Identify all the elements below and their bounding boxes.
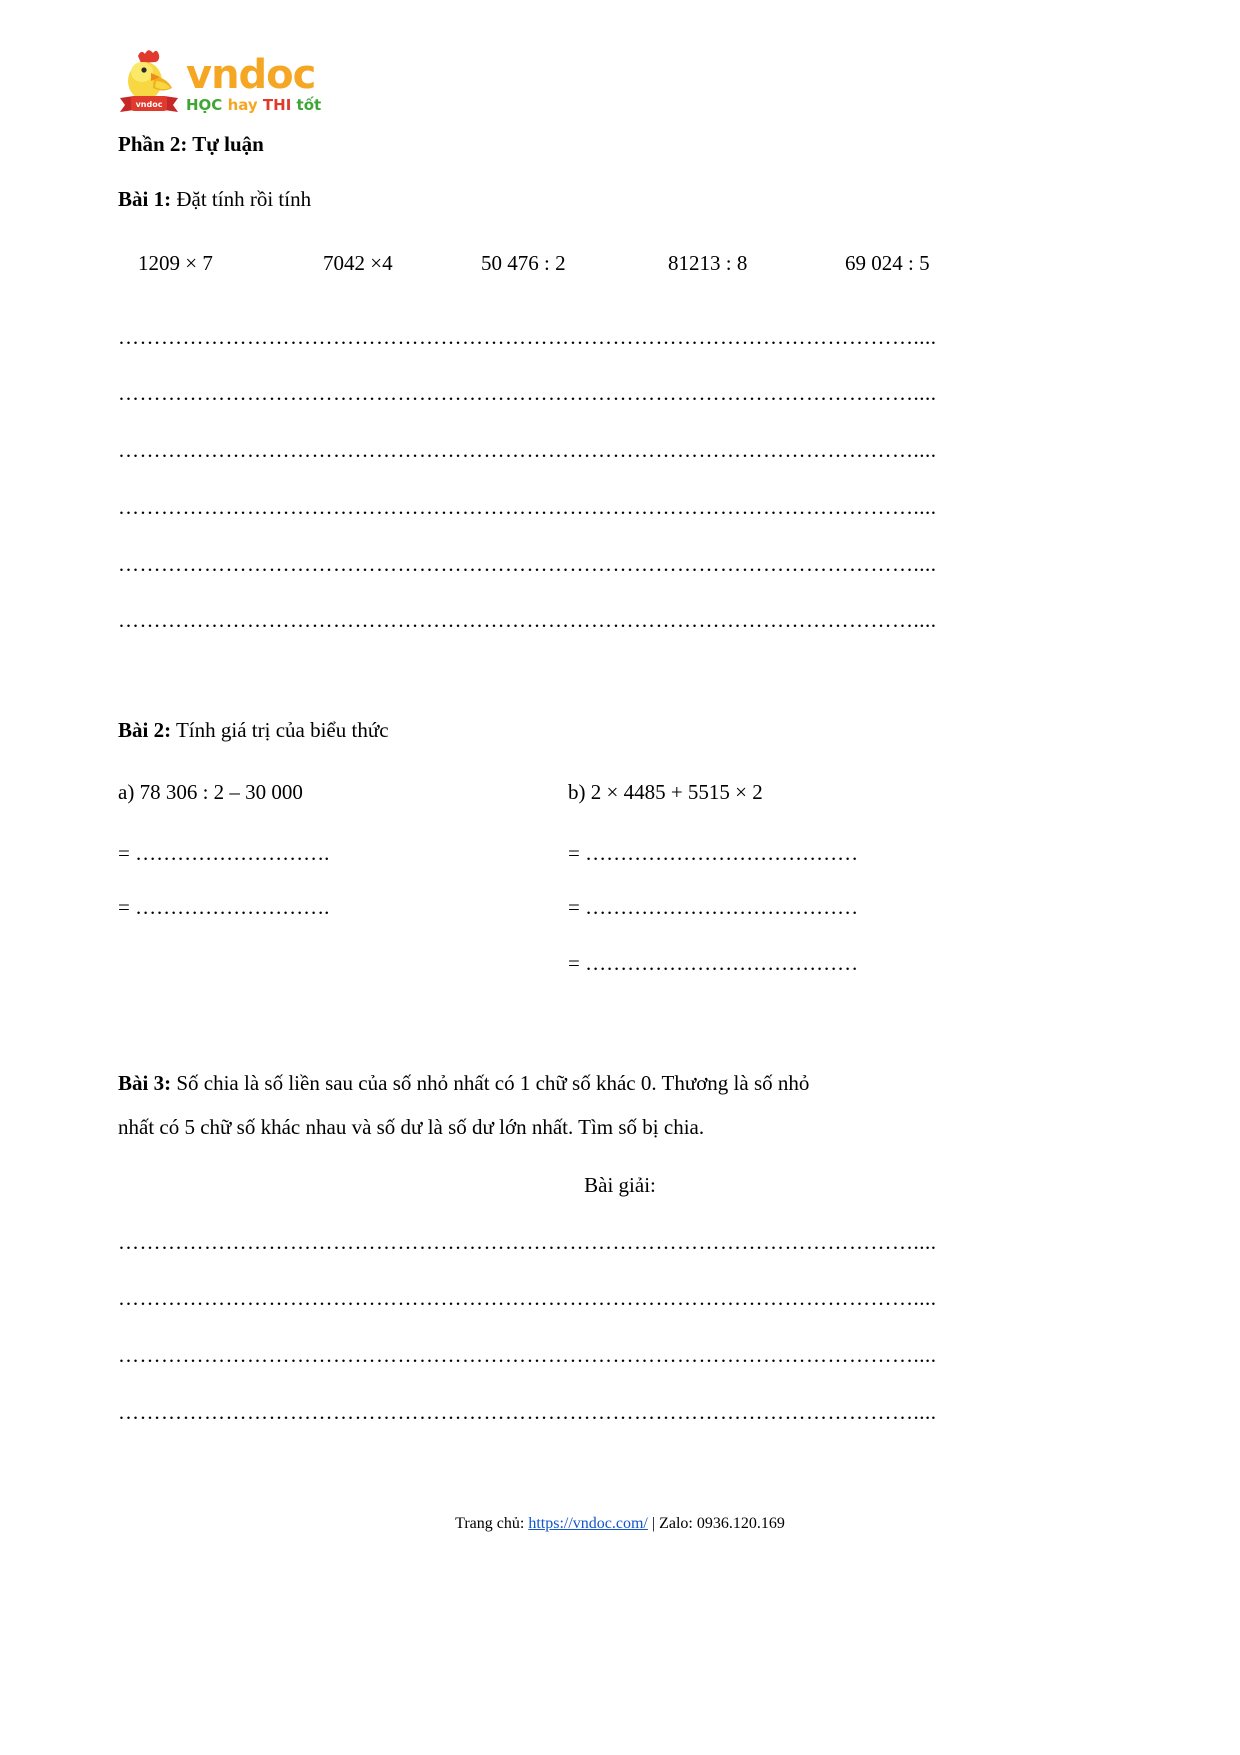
logo-wordmark bbox=[186, 52, 322, 116]
answer-line: ………………………………………………………………………………………………….... bbox=[118, 383, 937, 403]
solution-heading: Bài giải: bbox=[584, 1173, 656, 1197]
exercise-2b-tag: b) bbox=[568, 780, 586, 804]
exercise-2a-expression bbox=[118, 780, 303, 805]
exercise-2-label: Bài 2: bbox=[118, 718, 172, 742]
answer-line: ………………………………………………………………………………………………….... bbox=[118, 1402, 937, 1422]
answer-line: ………………………………………………………………………………………………….... bbox=[118, 1232, 937, 1252]
tagline-word-tot: tốt bbox=[296, 96, 322, 114]
expression-4: 81213 : 8 bbox=[668, 251, 748, 275]
logo-brand-text: vndoc bbox=[186, 52, 316, 98]
footer-prefix: Trang chủ: bbox=[455, 1515, 529, 1532]
equals-sign: = bbox=[568, 951, 580, 975]
exercise-2b-body: 2 × 4485 + 5515 × 2 bbox=[590, 780, 763, 804]
footer-suffix: | Zalo: 0936.120.169 bbox=[647, 1515, 785, 1532]
answer-line: ………………………………………………………………………………………………….... bbox=[118, 440, 937, 460]
answer-line: ………………………………………………………………………………………………….... bbox=[118, 610, 937, 630]
equals-sign: = bbox=[568, 841, 580, 865]
exercise-3-text-1: Số chia là số liền sau của số nhỏ nhất có 1 chữ số khác 0. Thương là số nhỏ bbox=[176, 1071, 810, 1095]
dotted-blank: ………………………………… bbox=[585, 895, 859, 919]
exercise-3-prompt-line-1 bbox=[118, 1066, 1008, 1100]
exercise-3-label: Bài 3: bbox=[118, 1071, 172, 1095]
chick-mascot-icon bbox=[118, 48, 180, 116]
exercise-2a-answer-line bbox=[118, 895, 329, 920]
part-heading: Phần 2: Tự luận bbox=[118, 132, 264, 156]
exercise-1-label: Bài 1: bbox=[118, 187, 172, 211]
exercise-2-text: Tính giá trị của biểu thức bbox=[175, 718, 389, 742]
answer-line: ………………………………………………………………………………………………….... bbox=[118, 327, 937, 347]
logo-tagline bbox=[186, 96, 321, 114]
answer-line: ………………………………………………………………………………………………….... bbox=[118, 497, 937, 517]
exercise-2b-answer-line bbox=[568, 841, 858, 866]
exercise-2a-body: 78 306 : 2 – 30 000 bbox=[139, 780, 303, 804]
dotted-blank: ………………………………… bbox=[585, 841, 859, 865]
tagline-word-hoc: HỌC bbox=[186, 96, 223, 114]
exercise-2b-expression bbox=[568, 780, 763, 805]
page-footer bbox=[0, 1515, 1240, 1533]
exercise-2a-answer-line bbox=[118, 841, 329, 866]
vndoc-logo bbox=[118, 44, 321, 116]
tagline-word-hay: hay bbox=[227, 96, 258, 114]
answer-line: ………………………………………………………………………………………………….... bbox=[118, 1345, 937, 1365]
exercise-1-prompt bbox=[118, 182, 311, 216]
expression-1: 1209 × 7 bbox=[138, 251, 213, 275]
tagline-word-thi: THI bbox=[262, 96, 292, 114]
footer-homepage-link[interactable]: https://vndoc.com/ bbox=[528, 1515, 648, 1532]
exercise-2a-tag: a) bbox=[118, 780, 135, 804]
exercise-2-prompt bbox=[118, 713, 389, 747]
dotted-blank: ………………………. bbox=[135, 841, 330, 865]
dotted-blank: ………………………. bbox=[135, 895, 330, 919]
expression-3: 50 476 : 2 bbox=[481, 251, 566, 275]
exercise-2b-answer-line bbox=[568, 895, 858, 920]
expression-2: 7042 ×4 bbox=[323, 251, 393, 275]
exercise-3-prompt-line-2: nhất có 5 chữ số khác nhau và số dư là số dư lớn nhất. Tìm số bị chia. bbox=[118, 1115, 705, 1139]
exercise-1-text: Đặt tính rồi tính bbox=[176, 187, 312, 211]
equals-sign: = bbox=[118, 895, 130, 919]
answer-line: ………………………………………………………………………………………………….... bbox=[118, 554, 937, 574]
svg-text:vndoc: vndoc bbox=[135, 100, 163, 109]
dotted-blank: ………………………………… bbox=[585, 951, 859, 975]
equals-sign: = bbox=[118, 841, 130, 865]
expression-5: 69 024 : 5 bbox=[845, 251, 930, 275]
exercise-2b-answer-line bbox=[568, 951, 858, 976]
answer-line: ………………………………………………………………………………………………….... bbox=[118, 1288, 937, 1308]
equals-sign: = bbox=[568, 895, 580, 919]
